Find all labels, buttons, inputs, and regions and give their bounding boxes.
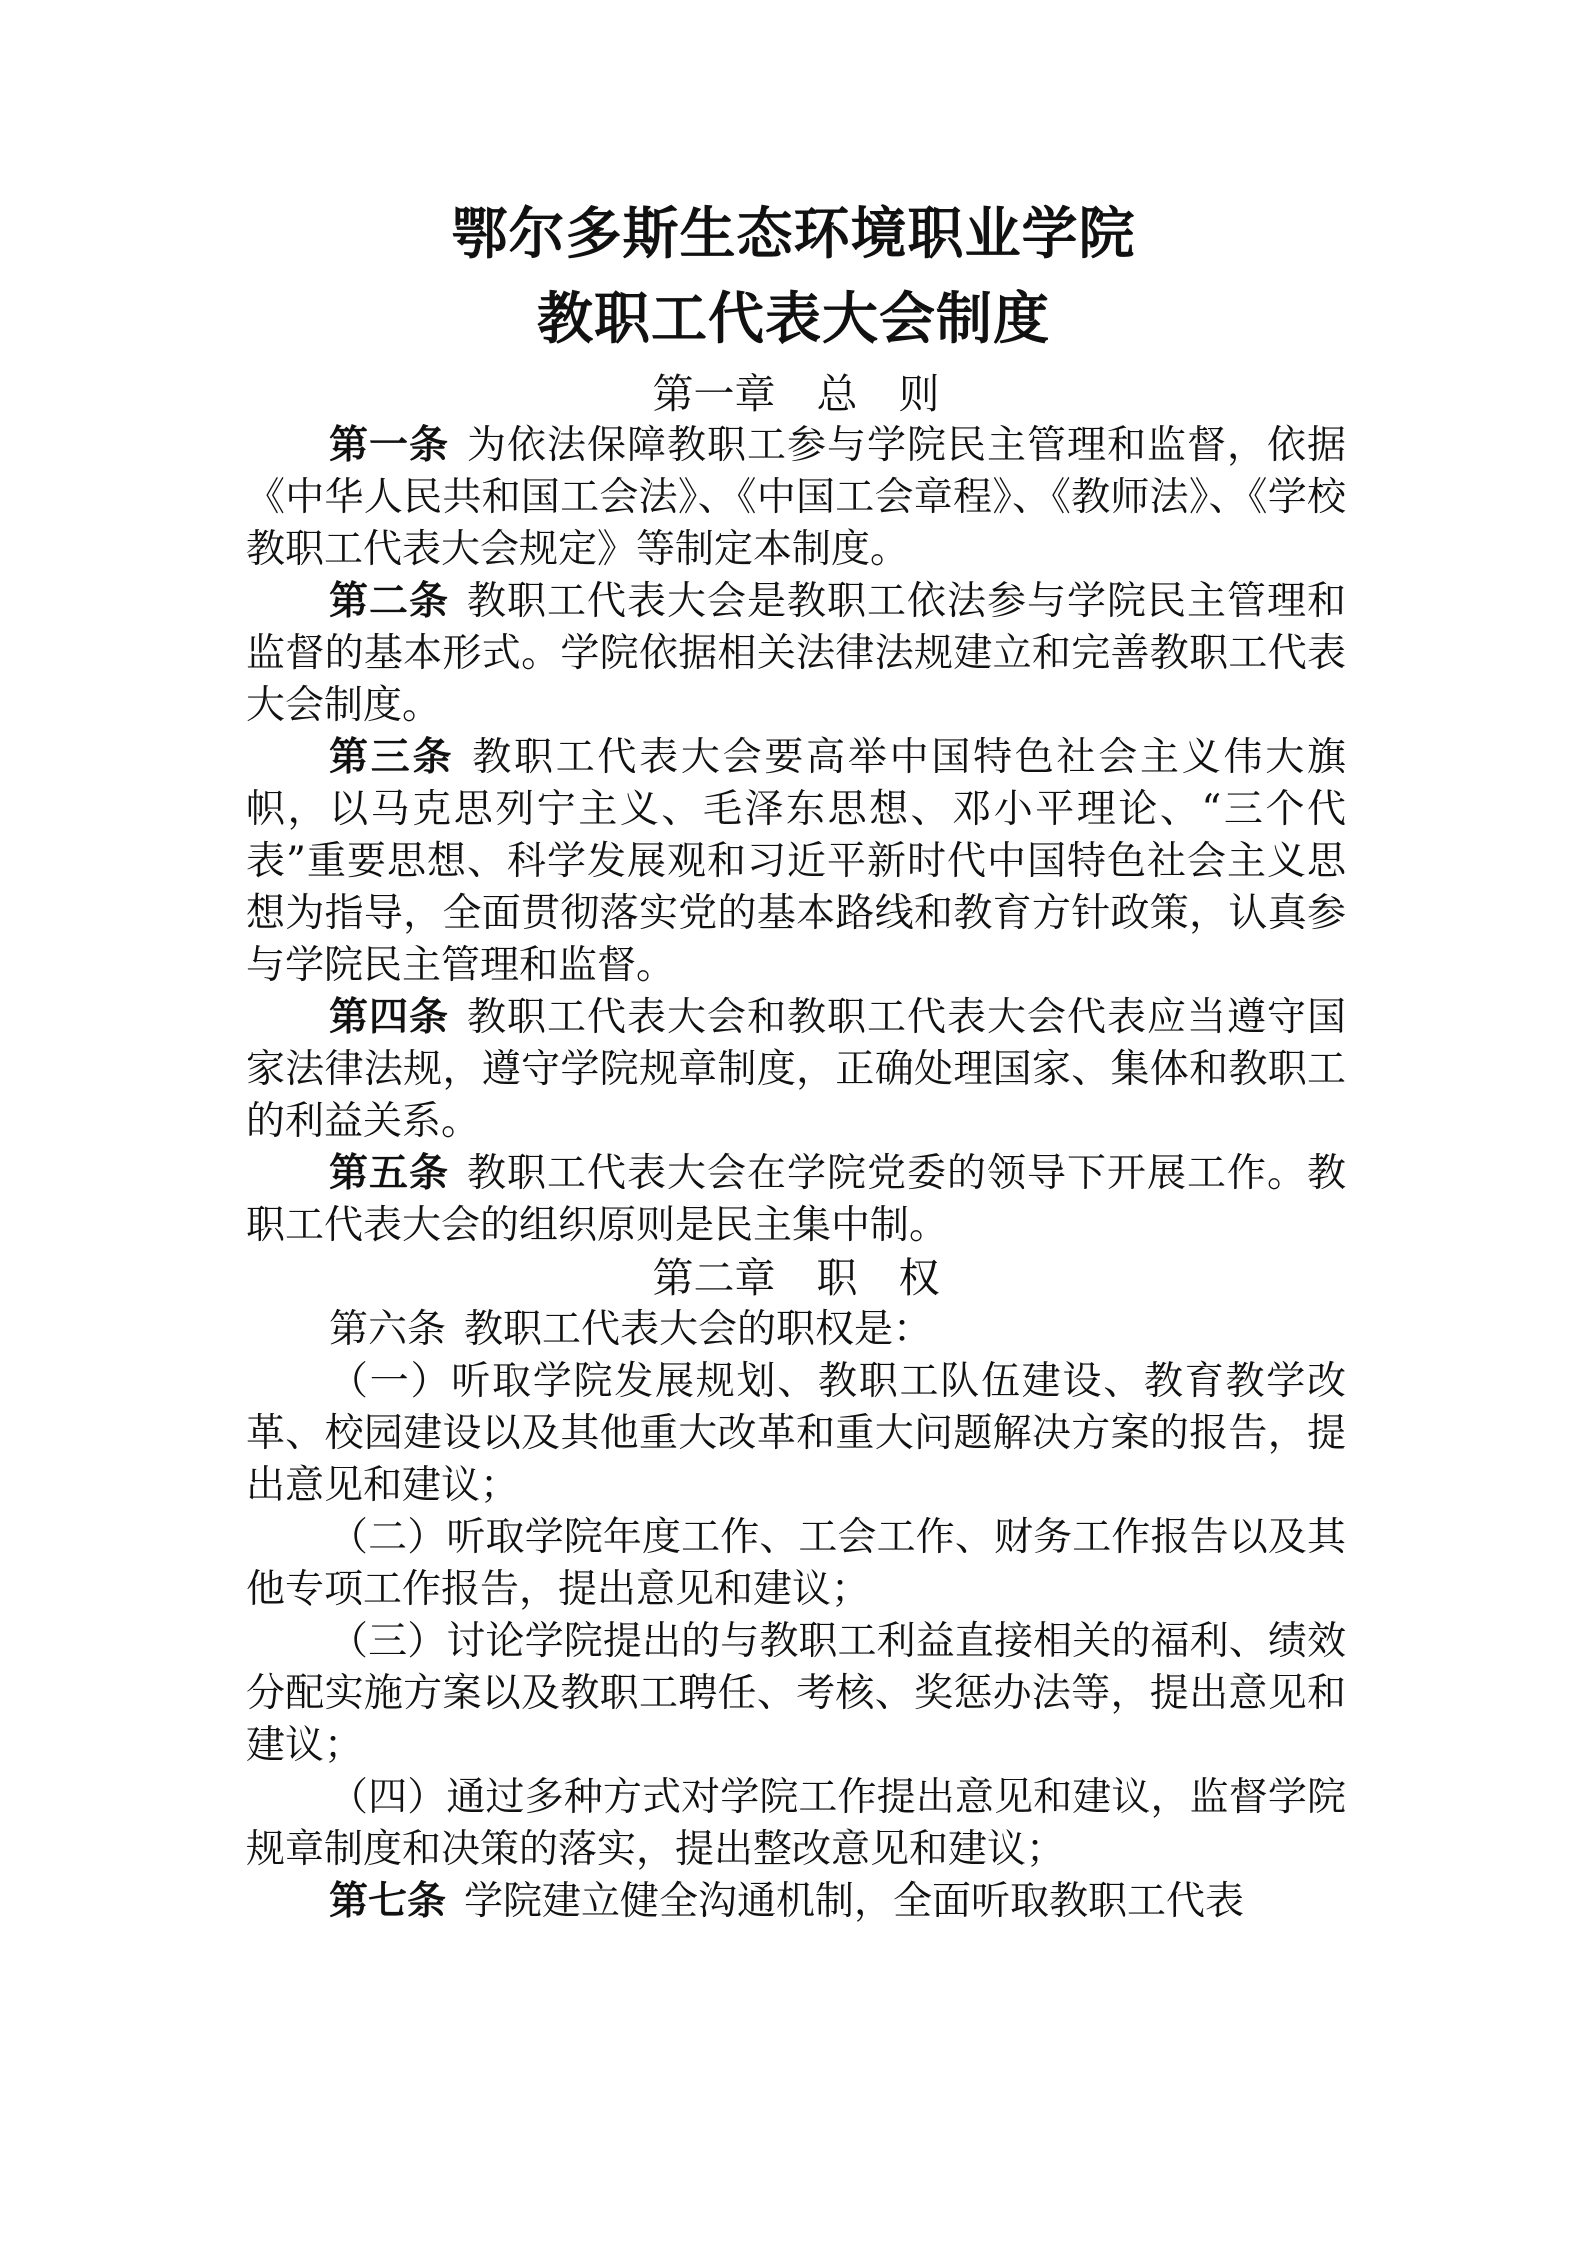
article-4 xyxy=(246,992,1346,1148)
document-body xyxy=(246,368,1346,1928)
document-title-line2: 教职工代表大会制度 xyxy=(537,287,1050,352)
chapter-heading: 第一章 总 则 xyxy=(652,370,940,418)
article-label: 第二条 xyxy=(329,579,449,624)
article-2 xyxy=(246,576,1346,732)
list-item: （四）通过多种方式对学院工作提出意见和建议，监督学院规章制度和决策的落实，提出整改意见和建议； xyxy=(246,1775,1346,1872)
article-label: 第一条 xyxy=(329,423,449,468)
article-7 xyxy=(246,1876,1346,1928)
article-text: 教职工代表大会要高举中国特色社会主义伟大旗帜，以马克思列宁主义、毛泽东思想、邓小平理论、“三个代表”重要思想、科学发展观和习近平新时代中国特色社会主义思想为指导，全面贯彻落实党的基本路线和教育方针政策，认真参与学院民主管理和监督。 xyxy=(246,735,1346,988)
article-6 xyxy=(246,1304,1346,1356)
article-label: 第五条 xyxy=(329,1151,449,1196)
article-5 xyxy=(246,1148,1346,1252)
article-text: 教职工代表大会的职权是： xyxy=(464,1307,933,1352)
article-3 xyxy=(246,732,1346,992)
article-label: 第六条 xyxy=(329,1307,447,1352)
article-text: 教职工代表大会和教职工代表大会代表应当遵守国家法律法规，遵守学院规章制度，正确处理国家、集体和教职工的利益关系。 xyxy=(246,995,1346,1144)
article-1 xyxy=(246,420,1346,576)
chapter-heading: 第二章 职 权 xyxy=(652,1254,940,1302)
list-item: （三）讨论学院提出的与教职工利益直接相关的福利、绩效分配实施方案以及教职工聘任、考核、奖惩办法等，提出意见和建议； xyxy=(246,1619,1346,1768)
article-label: 第七条 xyxy=(329,1879,447,1924)
list-item: （一）听取学院发展规划、教职工队伍建设、教育教学改革、校园建设以及其他重大改革和重大问题解决方案的报告，提出意见和建议； xyxy=(246,1359,1346,1508)
article-text: 教职工代表大会是教职工依法参与学院民主管理和监督的基本形式。学院依据相关法律法规建立和完善教职工代表大会制度。 xyxy=(246,579,1346,728)
document-title-line1: 鄂尔多斯生态环境职业学院 xyxy=(451,202,1136,267)
article-text: 教职工代表大会在学院党委的领导下开展工作。教职工代表大会的组织原则是民主集中制。 xyxy=(246,1151,1346,1248)
list-item: （二）听取学院年度工作、工会工作、财务工作报告以及其他专项工作报告，提出意见和建议； xyxy=(246,1515,1346,1612)
article-label: 第四条 xyxy=(329,995,449,1040)
article-text: 学院建立健全沟通机制，全面听取教职工代表 xyxy=(464,1879,1245,1924)
article-label: 第三条 xyxy=(329,735,455,780)
article-text: 为依法保障教职工参与学院民主管理和监督，依据《中华人民共和国工会法》、《中国工会章程》、《教师法》、《学校教职工代表大会规定》等制定本制度。 xyxy=(246,423,1346,572)
